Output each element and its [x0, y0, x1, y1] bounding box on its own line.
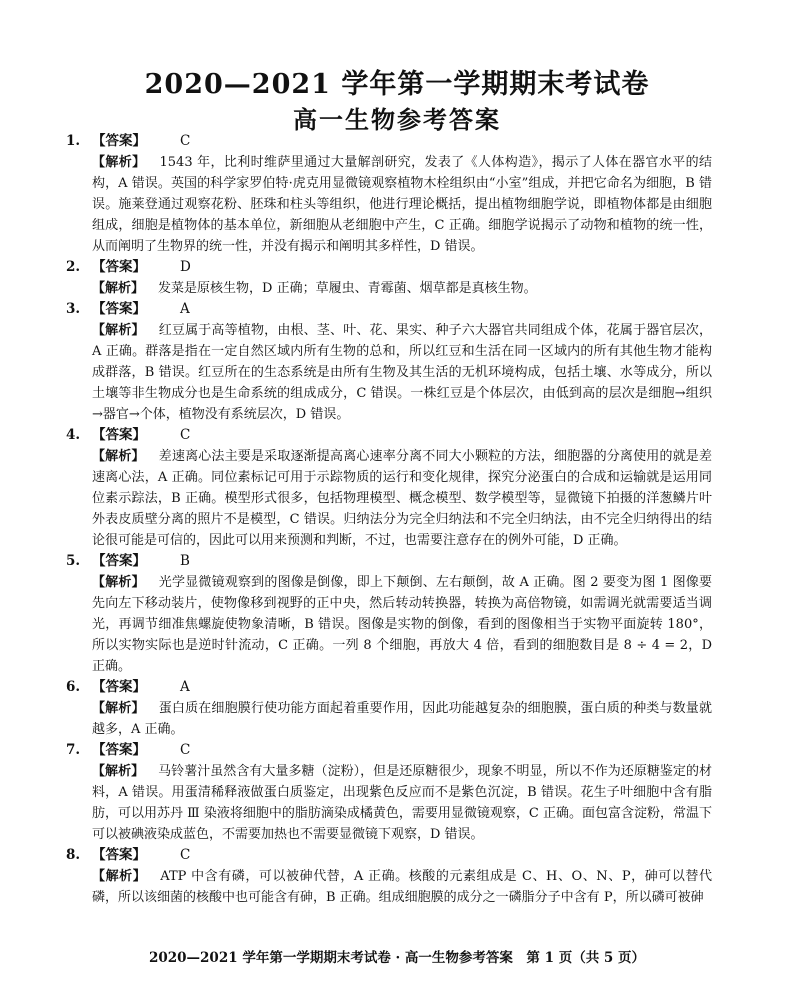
answer-tag: 【答案】: [92, 427, 146, 443]
answer-line: [66, 551, 712, 572]
explanation-text: 蛋白质在细胞膜行使功能方面起着重要作用，因此功能越复杂的细胞膜，蛋白质的种类与数量就越多，A 正确。: [92, 701, 712, 737]
answer-tag: 【答案】: [92, 133, 146, 149]
explanation-tag: 【解析】: [92, 869, 147, 884]
answer-tag: 【答案】: [92, 553, 146, 569]
explanation-paragraph: [92, 278, 712, 299]
answer-line: [66, 299, 712, 320]
explanation-text: 1543 年，比利时维萨里通过大量解剖研究，发表了《人体构造》，揭示了人体在器官水平的结构，A 错误。英国的科学家罗伯特·虎克用显微镜观察植物木栓组织由“小室”组成，并把它命名为细胞，B 错误。施莱登通过观察花粉、胚珠和柱头等组织，他进行理论概括，提出植物细胞学说，即植物体都是由细胞组成，细胞是植物体的基本单位，新细胞从老细胞中产生，C 正确。细胞学说揭示了动物和植物的统一性，从而阐明了生物界的统一性，并没有揭示和阐明其多样性，D 错误。: [92, 155, 712, 254]
explanation-paragraph: [92, 446, 712, 551]
answer-line: [66, 131, 712, 152]
explanation-tag: 【解析】: [92, 575, 145, 590]
question-number: 2.: [66, 259, 81, 275]
explanation-paragraph: [92, 152, 712, 257]
answer-tag: 【答案】: [92, 847, 146, 863]
explanation-text: 差速离心法主要是采取逐渐提高离心速率分离不同大小颗粒的方法，细胞器的分离使用的就是差速离心法，A 正确。同位素标记可用于示踪物质的运行和变化规律，探究分泌蛋白的合成和运输就是运用同位素示踪法，B 正确。模型形式很多，包括物理模型、概念模型、数学模型等，显微镜下拍摄的洋葱鳞片叶外表皮质壁分离的照片不是模型，C 错误。归纳法分为完全归纳法和不完全归纳法，由不完全归纳得出的结论很可能是可信的，因此可以用来预测和判断，不过，也需要注意存在的例外可能，D 正确。: [92, 449, 712, 548]
answer-value: D: [180, 259, 191, 275]
explanation-paragraph: [92, 866, 712, 908]
answer-line: [66, 740, 712, 761]
page-subtitle: 高一生物参考答案: [293, 105, 501, 134]
question-number: 1.: [66, 133, 81, 149]
question-number: 3.: [66, 301, 81, 317]
explanation-tag: 【解析】: [92, 323, 145, 338]
explanation-text: 红豆属于高等植物，由根、茎、叶、花、果实、种子六大器官共同组成个体，花属于器官层次，A 正确。群落是指在一定自然区域内所有生物的总和，所以红豆和生活在同一区域内的所有其他生物才能构成群落，B 错误。红豆所在的生态系统是由所有生物及其生活的无机环境构成，包括土壤、水等成分，所以土壤等非生物成分也是生命系统的组成成分，C 错误。一株红豆是个体层次，由低到高的层次是细胞→组织→器官→个体，植物没有系统层次，D 错误。: [92, 323, 712, 422]
answer-value: A: [180, 679, 190, 695]
explanation-tag: 【解析】: [92, 701, 145, 716]
explanation-tag: 【解析】: [92, 449, 145, 464]
answer-item: [66, 299, 712, 425]
question-number: 5.: [66, 553, 81, 569]
answer-value: C: [180, 427, 191, 443]
explanation-text: 马铃薯汁虽然含有大量多糖（淀粉），但是还原糖很少，现象不明显，所以不作为还原糖鉴定的材料，A 错误。用蛋清稀释液做蛋白质鉴定，出现紫色反应而不是紫色沉淀，B 错误。花生子叶细胞中含有脂肪，可以用苏丹 Ⅲ 染液将细胞中的脂肪滴染成橘黄色，需要用显微镜观察，C 正确。面包富含淀粉，常温下可以被碘液染成蓝色，不需要加热也不需要显微镜下观察，D 错误。: [92, 764, 712, 842]
answer-line: [66, 845, 712, 866]
answer-item: [66, 677, 712, 740]
answer-item: [66, 131, 712, 257]
answer-value: C: [180, 847, 191, 863]
question-number: 7.: [66, 742, 81, 758]
answer-item: [66, 845, 712, 908]
answer-value: C: [180, 742, 191, 758]
answer-value: C: [180, 133, 191, 149]
answer-item: [66, 257, 712, 299]
answer-tag: 【答案】: [92, 742, 146, 758]
question-number: 8.: [66, 847, 81, 863]
explanation-paragraph: [92, 761, 712, 845]
answer-tag: 【答案】: [92, 679, 146, 695]
explanation-paragraph: [92, 698, 712, 740]
answer-line: [66, 677, 712, 698]
explanation-tag: 【解析】: [92, 155, 146, 170]
answer-tag: 【答案】: [92, 301, 146, 317]
answer-item: [66, 740, 712, 845]
answer-tag: 【答案】: [92, 259, 146, 275]
explanation-text: 发菜是原核生物，D 正确；草履虫、青霉菌、烟草都是真核生物。: [158, 281, 537, 296]
answer-list: [66, 131, 712, 908]
answer-line: [66, 425, 712, 446]
explanation-paragraph: [92, 320, 712, 425]
answer-item: [66, 425, 712, 551]
page-title: 2020—2021 学年第一学期期末考试卷: [144, 69, 650, 100]
explanation-tag: 【解析】: [92, 764, 145, 779]
explanation-text: 光学显微镜观察到的图像是倒像，即上下颠倒、左右颠倒，故 A 正确。图 2 要变为图 1 图像要先向左下移动装片，使物像移到视野的正中央，然后转动转换器，转换为高倍物镜，如需调光就需要适当调光，再调节细准焦螺旋使物象清晰，B 错误。图像是实物的倒像，看到的图像相当于实物平面旋转 180°，所以实物实际也是逆时针流动，C 正确。一列 8 个细胞，再放大 4 倍，看到的细胞数目是 8 ÷ 4 = 2，D 正确。: [92, 575, 712, 674]
explanation-tag: 【解析】: [92, 281, 145, 296]
answer-item: [66, 551, 712, 677]
page-footer: 2020—2021 学年第一学期期末考试卷 · 高一生物参考答案 第 1 页（共 5 页）: [148, 950, 646, 966]
explanation-paragraph: [92, 572, 712, 677]
answer-value: A: [180, 301, 190, 317]
explanation-text: ATP 中含有磷，可以被砷代替，A 正确。核酸的元素组成是 C、H、O、N、P，砷可以替代磷，所以该细菌的核酸中也可能含有砷，B 正确。组成细胞膜的成分之一磷脂分子中含有 P，所以磷可被砷: [92, 869, 712, 905]
question-number: 6.: [66, 679, 81, 695]
answer-line: [66, 257, 712, 278]
answer-value: B: [180, 553, 190, 569]
question-number: 4.: [66, 427, 81, 443]
